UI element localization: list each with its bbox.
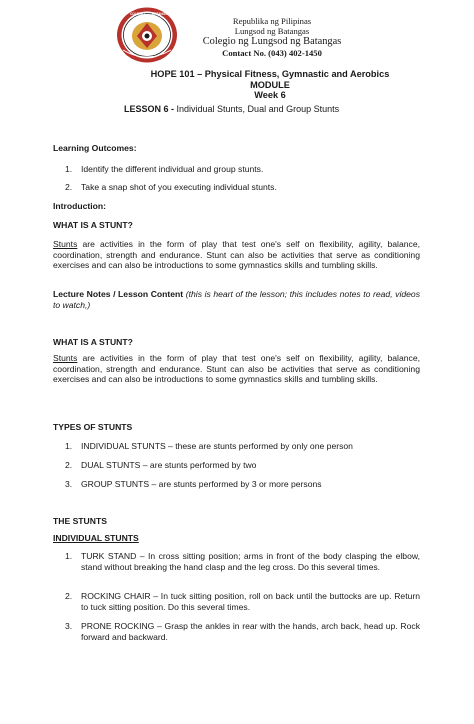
list-number: 1. [65,551,73,561]
list-text: Take a snap shot of you executing individual stunts. [81,182,277,192]
list-text: GROUP STUNTS – are stunts performed by 3 or more persons [81,479,322,489]
stunts-definition: are activities in the form of play that test one's self on flexibility, agility, balance, coordination, strength and endurance. Stunt can also be activities that serve as conditioning exercises and can also be introductions to some gymnastics skills and tumbling skills. [53,239,420,271]
stunts-definition: are activities in the form of play that test one's self on flexibility, agility, balance, coordination, strength and endurance. Stunt can also be activities that serve as conditioning exercises and can also be introductions to some gymnastics skills and tumbling skills. [53,353,420,385]
lecture-notes-note: (this is heart of the lesson; this includes notes to read, videos to watch,) [53,289,421,310]
college-seal-logo [115,6,179,64]
what-is-a-stunt-heading: WHAT IS A STUNT? [53,337,133,347]
introduction-paragraph [53,239,420,271]
city-line: Lungsod ng Batangas [234,26,310,36]
lesson-number: LESSON 6 - [124,104,175,114]
list-number: 3. [65,621,73,631]
list-text: INDIVIDUAL STUNTS – these are stunts performed by only one person [81,441,353,451]
list-text: ROCKING CHAIR – In tuck sitting position, roll on back until the buttocks are up. Return to tuck sitting position. Do this several times. [81,591,420,612]
lecture-notes-title: Lecture Notes / Lesson Content [53,289,184,299]
learning-outcomes-heading: Learning Outcomes: [53,143,137,153]
week-label: Week 6 [254,90,286,101]
lecture-paragraph [53,353,420,385]
list-text: TURK STAND – In cross sitting position; arms in front of the body clasping the elbow, stand without breaking the hand clasp and the leg cross. Do this several times. [81,551,420,572]
list-number: 2. [65,182,73,192]
list-text: Identify the different individual and group stunts. [81,164,264,174]
contact-line: Contact No. (043) 402-1450 [222,48,322,58]
introduction-heading: Introduction: [53,201,106,211]
list-text: DUAL STUNTS – are stunts performed by two [81,460,257,470]
lesson-name: Individual Stunts, Dual and Group Stunts [174,104,340,114]
svg-text:BATANGAS: BATANGAS [152,12,170,16]
individual-stunts-heading: INDIVIDUAL STUNTS [53,533,139,543]
svg-text:COLEGIO: COLEGIO [130,12,145,16]
list-number: 1. [65,164,73,174]
what-is-a-stunt-heading: WHAT IS A STUNT? [53,220,133,230]
course-header [100,69,440,101]
list-number: 3. [65,479,73,489]
list-number: 1. [65,441,73,451]
republic-line: Republika ng Pilipinas [232,16,312,26]
types-of-stunts-heading: TYPES OF STUNTS [53,422,133,432]
lecture-notes-heading [53,289,420,310]
list-number: 2. [65,591,73,601]
list-number: 2. [65,460,73,470]
stunts-term: Stunts [53,239,78,249]
college-name: Colegio ng Lungsod ng Batangas [202,36,342,47]
the-stunts-heading: THE STUNTS [53,516,107,526]
list-text: PRONE ROCKING – Grasp the ankles in rear with the hands, arch back, head up. Rock forward and backward. [81,621,420,642]
course-title: HOPE 101 – Physical Fitness, Gymnastic and Aerobics [150,69,390,79]
letterhead [172,16,372,58]
module-label: MODULE [250,79,290,90]
lesson-title [124,104,424,115]
stunts-term: Stunts [53,353,78,363]
